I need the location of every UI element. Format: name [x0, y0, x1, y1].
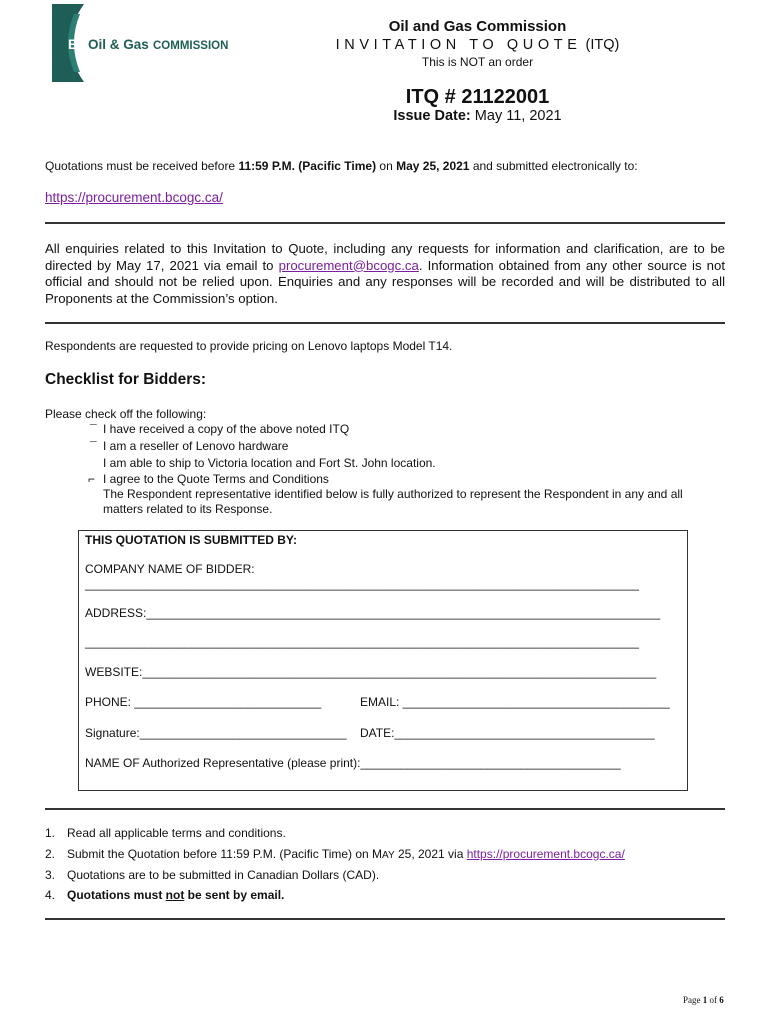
deadline-text-1: Quotations must be received before: [45, 159, 239, 173]
instruction-item: [45, 826, 286, 840]
instruction-text: Quotations are to be submitted in Canadian Dollars (CAD).: [67, 868, 380, 882]
page-total: 6: [719, 995, 724, 1005]
instruction-text: Quotations must: [67, 888, 166, 902]
divider: [45, 918, 725, 920]
org-name: Oil and Gas Commission: [388, 18, 567, 35]
divider: [45, 808, 725, 810]
signature-field[interactable]: Signature:_______________________________: [85, 726, 347, 740]
procurement-url-link[interactable]: https://procurement.bcogc.ca/: [45, 190, 223, 205]
deadline-time: 11:59 P.M. (Pacific Time): [238, 159, 377, 173]
enquiries-paragraph: [45, 241, 725, 307]
logo-bc: BC: [68, 37, 88, 52]
page-of: of: [709, 995, 717, 1005]
instruction-number: 4.: [45, 888, 56, 902]
instruction-text-emphasis: not: [165, 888, 185, 902]
deadline-text-2: on: [376, 159, 397, 173]
instruction-item: [45, 847, 625, 861]
enquiries-text-1: All enquiries related to this Invitation to Quote, including any requests for information and clarification, are to be directed by May 17, 2021 via email to: [45, 241, 725, 273]
divider: [45, 322, 725, 324]
divider: [45, 222, 725, 224]
instruction-number: 3.: [45, 868, 56, 882]
issue-label: Issue Date:: [393, 108, 471, 124]
instruction-text: Submit the Quotation before 11:59 P.M. (Pacific Time) on M: [67, 847, 383, 861]
company-name-label: COMPANY NAME OF BIDDER:: [85, 562, 255, 576]
instruction-text: 25, 2021 via: [394, 847, 467, 861]
checklist-title: Checklist for Bidders:: [45, 371, 207, 388]
issue-date: [300, 108, 655, 124]
itq-abbr: (ITQ): [585, 37, 620, 53]
website-field[interactable]: WEBSITE:_____________________________________________________________________________: [85, 665, 657, 679]
respondents-note: Respondents are requested to provide pricing on Lenovo laptops Model T14.: [45, 339, 453, 353]
phone-field[interactable]: PHONE: ____________________________: [85, 695, 322, 709]
date-field[interactable]: DATE:_______________________________________: [360, 726, 655, 740]
checklist-item: I agree to the Quote Terms and Conditions: [103, 472, 329, 486]
form-title: THIS QUOTATION IS SUBMITTED BY:: [85, 533, 297, 547]
instruction-text: Read all applicable terms and conditions.: [67, 826, 286, 840]
checklist-item: The Respondent representative identified below is fully authorized to represent the Respondent in any and all: [103, 487, 683, 501]
itq-number: ITQ # 21122001: [405, 86, 550, 108]
checkbox-icon[interactable]: ¯: [90, 422, 97, 436]
instruction-item: [45, 888, 284, 902]
checklist-item: I have received a copy of the above noted ITQ: [103, 422, 350, 436]
company-name-field[interactable]: ___________________________________________________________________________________: [85, 577, 639, 591]
representative-name-field[interactable]: NAME OF Authorized Representative (please print):_______________________________________: [85, 756, 621, 770]
email-field[interactable]: EMAIL: ________________________________________: [360, 695, 670, 709]
instruction-number: 1.: [45, 826, 56, 840]
enquiries-text-2: . Information obtained from any other source is not official and should not be relied upon. Enquiries and any responses will be recorded and will be distributed to all Proponents at the Commission’s option.: [45, 257, 725, 306]
submission-form: [78, 530, 688, 791]
checklist-item: I am a reseller of Lenovo hardware: [103, 439, 289, 453]
checkbox-icon[interactable]: ⌐: [88, 472, 96, 486]
checklist-intro: Please check off the following:: [45, 407, 207, 421]
instruction-item: [45, 868, 379, 882]
deadline-text-3: and submitted electronically to:: [469, 159, 638, 173]
page-number: [683, 995, 724, 1005]
page-current: 1: [702, 995, 708, 1005]
checkbox-icon[interactable]: ¯: [90, 439, 97, 453]
checklist-item: I am able to ship to Victoria location and Fort St. John location.: [103, 456, 436, 470]
page-label: Page: [683, 995, 701, 1005]
logo-commission: COMMISSION: [153, 40, 229, 52]
procurement-url-link[interactable]: https://procurement.bcogc.ca/: [466, 847, 625, 861]
instruction-text-smallcaps: AY: [382, 850, 395, 861]
procurement-email-link[interactable]: procurement@bcogc.ca: [278, 257, 419, 273]
itq-title-spaced: INVITATION TO QUOTE: [335, 37, 582, 53]
instruction-number: 2.: [45, 847, 56, 861]
address-line-2-field[interactable]: ___________________________________________________________________________________: [85, 635, 639, 649]
not-order-note: This is NOT an order: [421, 55, 534, 69]
logo-oilgas: Oil & Gas: [88, 37, 149, 52]
bcogc-logo: [52, 4, 232, 82]
deadline-date: May 25, 2021: [396, 159, 470, 173]
instruction-text: be sent by email.: [184, 888, 285, 902]
checklist-item: matters related to its Response.: [103, 502, 273, 516]
address-field[interactable]: ADDRESS:_____________________________________________________________________________: [85, 606, 661, 620]
issue-value: May 11, 2021: [474, 108, 562, 124]
itq-title: [300, 37, 655, 53]
submission-deadline: [45, 159, 638, 173]
